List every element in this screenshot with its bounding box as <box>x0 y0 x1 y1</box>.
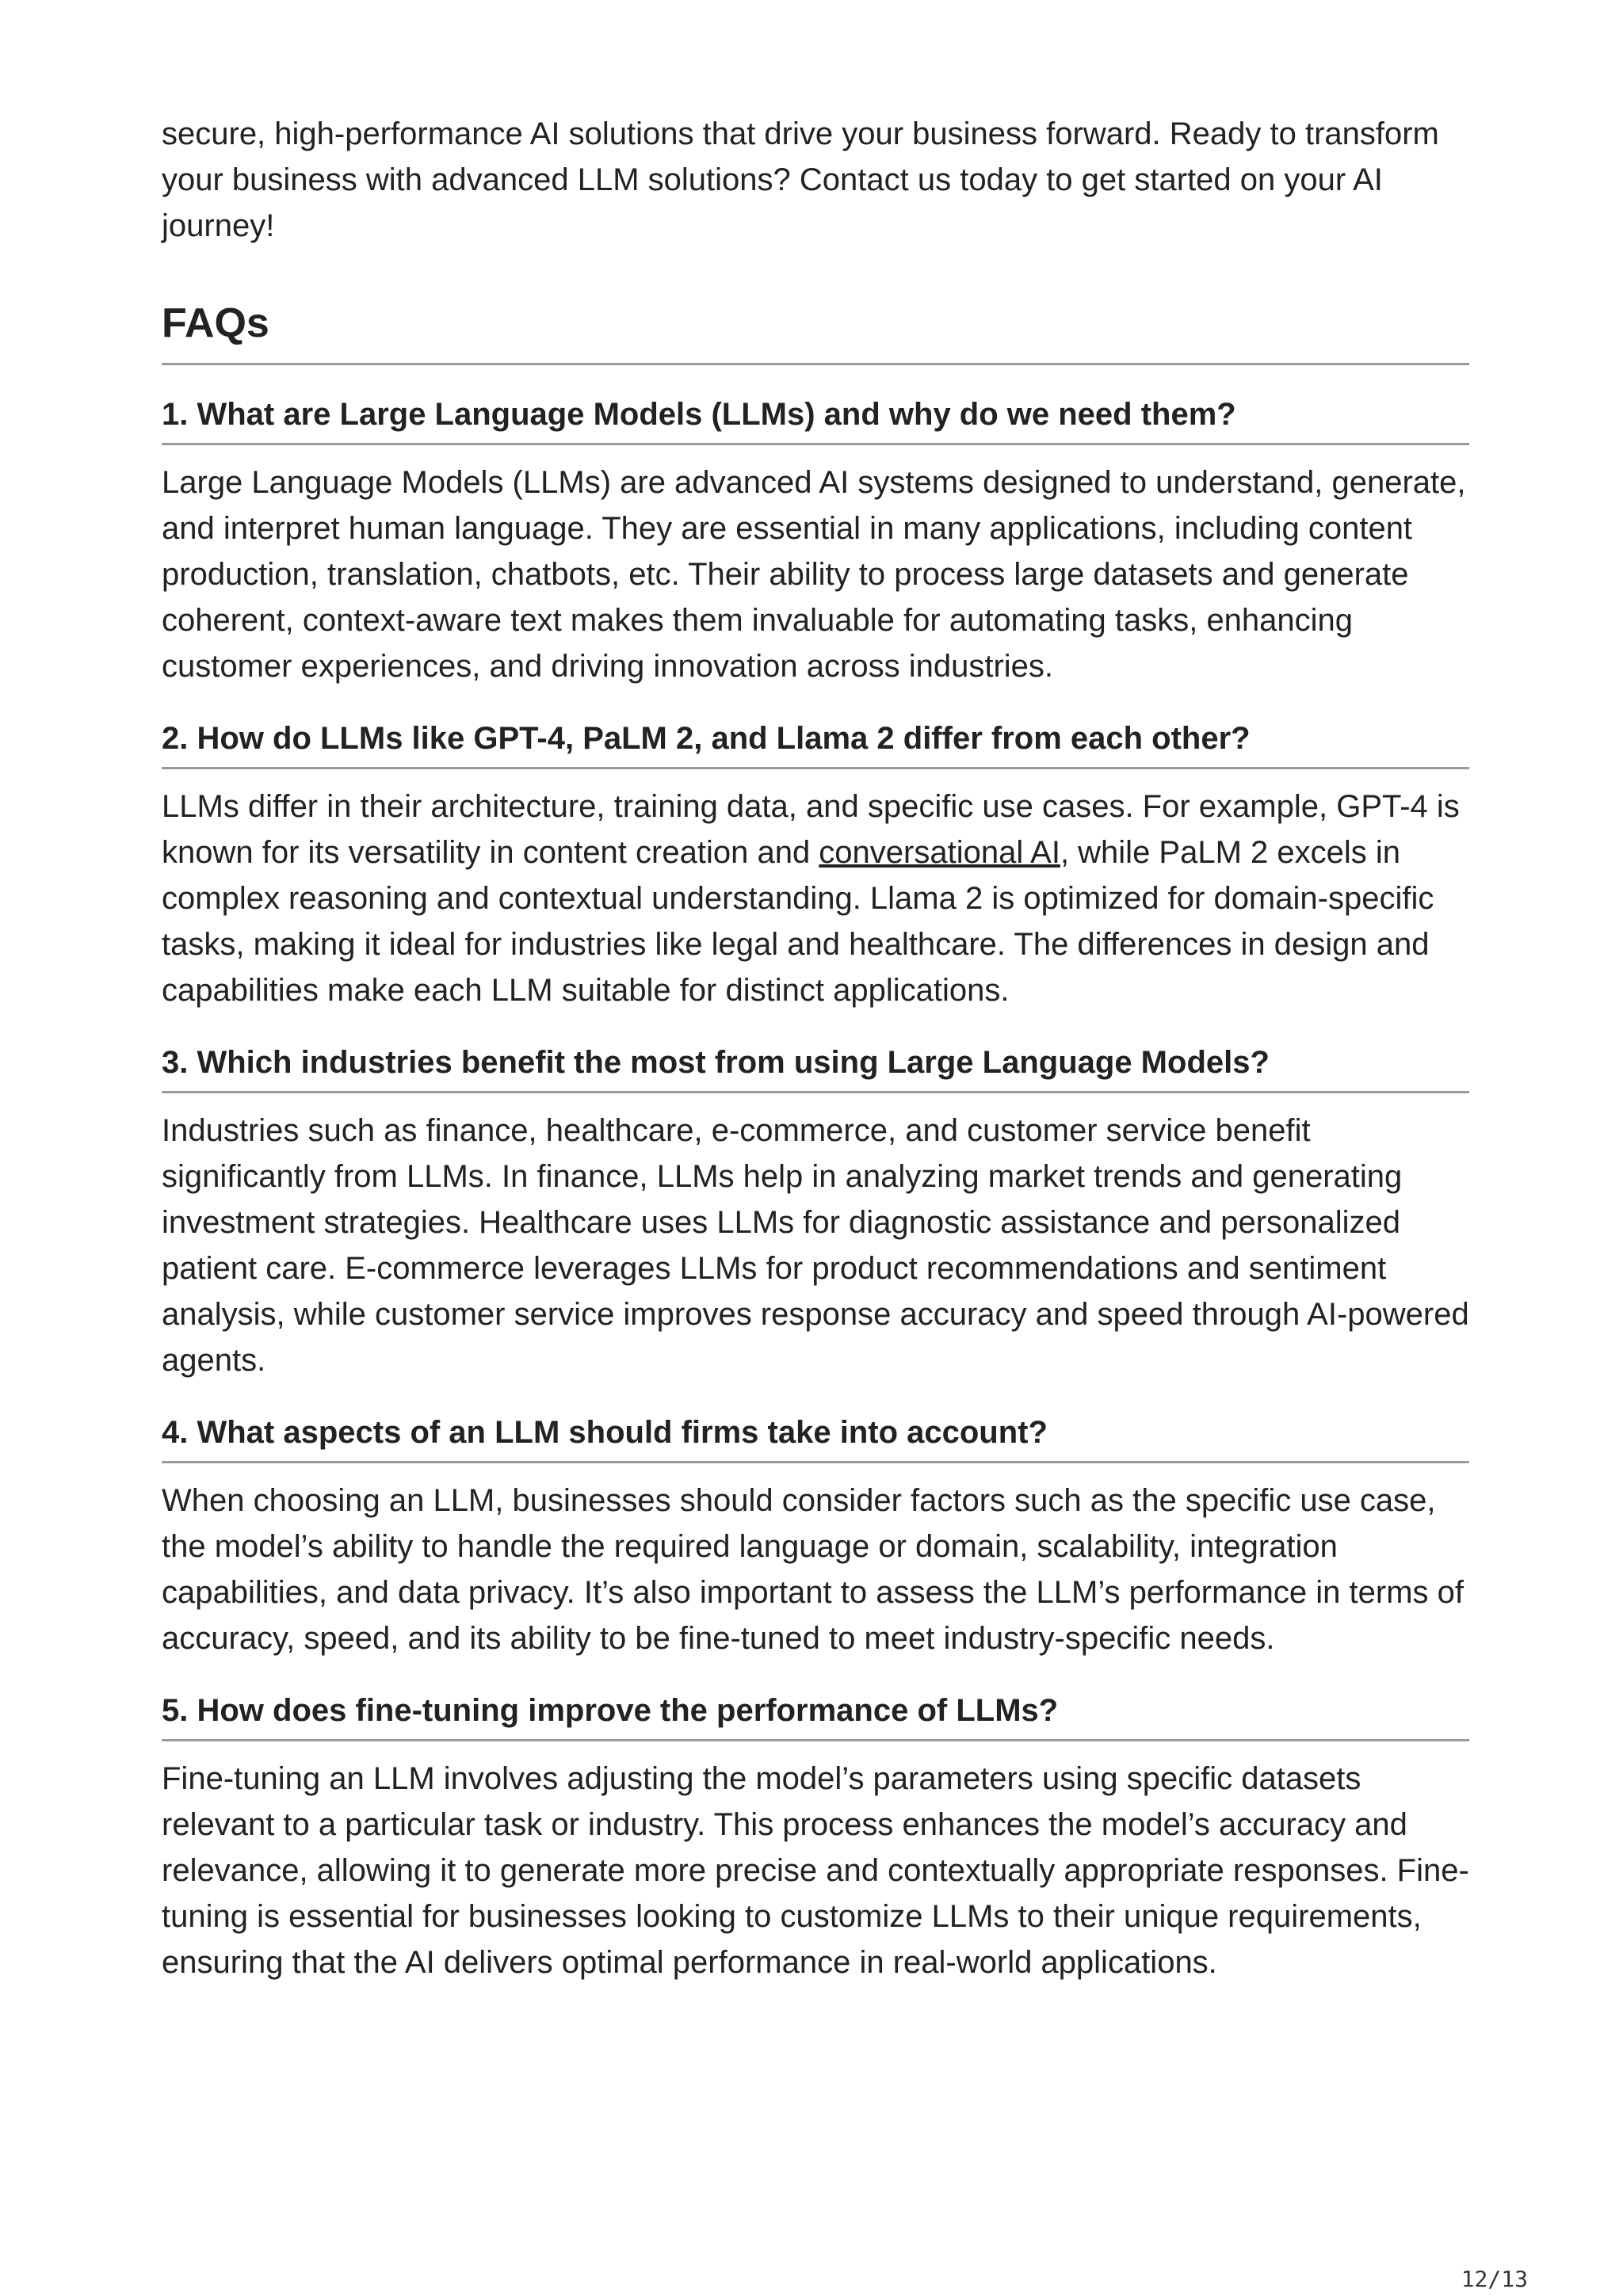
faq-answer-4: When choosing an LLM, businesses should consider factors such as the specific use case, the model’s ability to handle the required language or domain, scalability, integration capabilities, and data privacy. It’s also important to assess the LLM’s performance in terms of accuracy, speed, and its ability to be fine-tuned to meet industry-specific needs. <box>162 1483 1465 1656</box>
faq-answer-2-text-start: LLMs differ in their architecture, training data, and specific use cases. For example, GPT-4 is known for its versatility in content creation and <box>162 789 1460 870</box>
faq-question-3: 3. Which industries benefit the most from using Large Language Models? <box>162 1013 1469 1093</box>
faq-item-4 <box>162 1383 1469 1661</box>
faq-question-5: 5. How does fine-tuning improve the performance of LLMs? <box>162 1661 1469 1741</box>
faq-answer-1: Large Language Models (LLMs) are advanced AI systems designed to understand, generate, and interpret human language. They are essential in many applications, including content production, translation, chatbots, etc. Their ability to process large datasets and generate coherent, context-aware text makes them invaluable for automating tasks, enhancing customer experiences, and driving innovation across industries. <box>162 465 1466 684</box>
faq-item-1 <box>162 365 1469 689</box>
intro-paragraph: secure, high-performance AI solutions that drive your business forward. Ready to transform your business with advanced LLM solutions? Contact us today to get started on your AI journey! <box>162 116 1439 243</box>
faq-question-1: 1. What are Large Language Models (LLMs) and why do we need them? <box>162 365 1469 445</box>
document-page <box>162 111 1469 1985</box>
faq-item-2 <box>162 689 1469 1013</box>
faq-question-2: 2. How do LLMs like GPT-4, PaLM 2, and Llama 2 differ from each other? <box>162 689 1469 769</box>
faq-question-4: 4. What aspects of an LLM should firms take into account? <box>162 1383 1469 1463</box>
conversational-ai-link[interactable]: conversational AI <box>819 835 1060 870</box>
faq-heading: FAQs <box>162 298 1469 365</box>
faq-answer-2-text-end: , while PaLM 2 excels in complex reasoning and contextual understanding. Llama 2 is optimized for domain-specific tasks, making it ideal for industries like legal and healthcare. The differences in design and capabilities make each LLM suitable for distinct applications. <box>162 835 1434 1008</box>
faq-answer-5: Fine-tuning an LLM involves adjusting the model’s parameters using specific datasets relevant to a particular task or industry. This process enhances the model’s accuracy and relevance, allowing it to generate more precise and contextually appropriate responses. Fine-tuning is essential for businesses looking to customize LLMs to their unique requirements, ensuring that the AI delivers optimal performance in real-world applications. <box>162 1761 1469 1980</box>
faq-item-3 <box>162 1013 1469 1383</box>
faq-answer-2 <box>162 769 1469 1013</box>
page-number: 12/13 <box>1461 2266 1528 2292</box>
faq-answer-3: Industries such as finance, healthcare, e-commerce, and customer service benefit significantly from LLMs. In finance, LLMs help in analyzing market trends and generating investment strategies. Healthcare uses LLMs for diagnostic assistance and personalized patient care. E-commerce leverages LLMs for product recommendations and sentiment analysis, while customer service improves response accuracy and speed through AI-powered agents. <box>162 1113 1469 1378</box>
faq-item-5 <box>162 1661 1469 1985</box>
